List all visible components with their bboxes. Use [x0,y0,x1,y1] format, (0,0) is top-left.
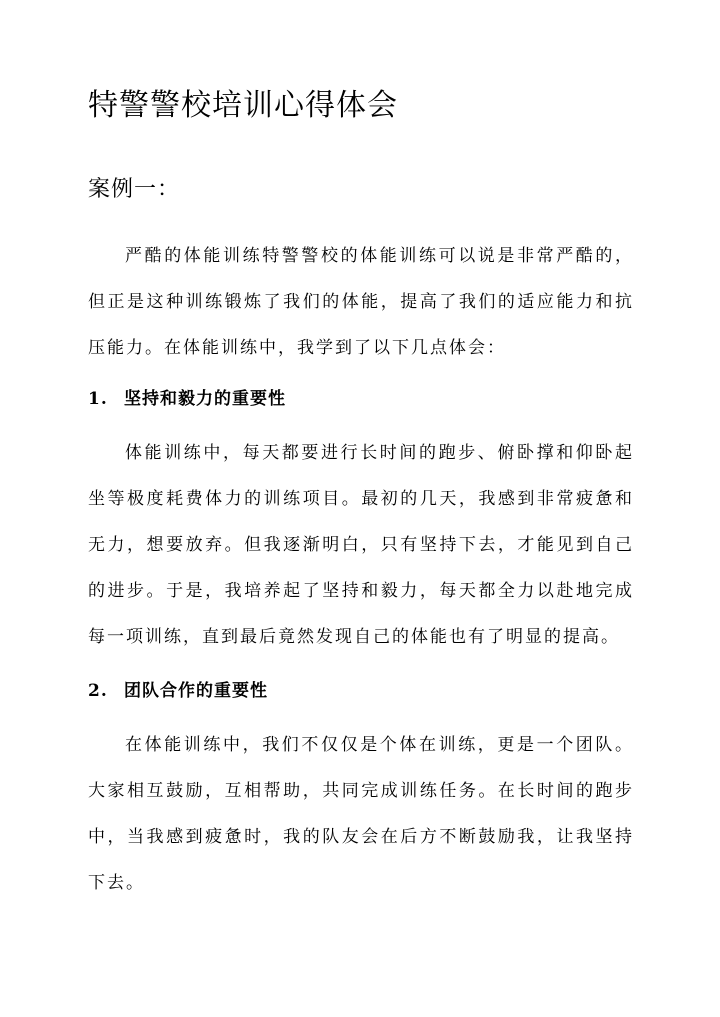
section-paragraph: 在体能训练中，我们不仅仅是个体在训练，更是一个团队。大家相互鼓励，互相帮助，共同完成训练任务。在长时间的跑步中，当我感到疲惫时，我的队友会在后方不断鼓励我，让我坚持下去。 [88,735,634,893]
section-heading-text: 坚持和毅力的重要性 [124,389,286,409]
section-heading [88,678,268,704]
section-heading [88,386,286,412]
section-number: 1. [88,389,108,409]
section-number: 2. [88,681,108,701]
page-title: 特警警校培训心得体会 [88,88,398,123]
section-heading-text: 团队合作的重要性 [124,681,268,701]
case-label: 案例一： [88,177,181,202]
intro-paragraph: 严酷的体能训练特警警校的体能训练可以说是非常严酷的，但正是这种训练锻炼了我们的体能，提高了我们的适应能力和抗压能力。在体能训练中，我学到了以下几点体会： [88,246,634,358]
section-paragraph: 体能训练中，每天都要进行长时间的跑步、俯卧撑和仰卧起坐等极度耗费体力的训练项目。最初的几天，我感到非常疲惫和无力，想要放弃。但我逐渐明白，只有坚持下去，才能见到自己的进步。于是，我培养起了坚持和毅力，每天都全力以赴地完成每一项训练，直到最后竟然发现自己的体能也有了明显的提高。 [88,443,634,647]
